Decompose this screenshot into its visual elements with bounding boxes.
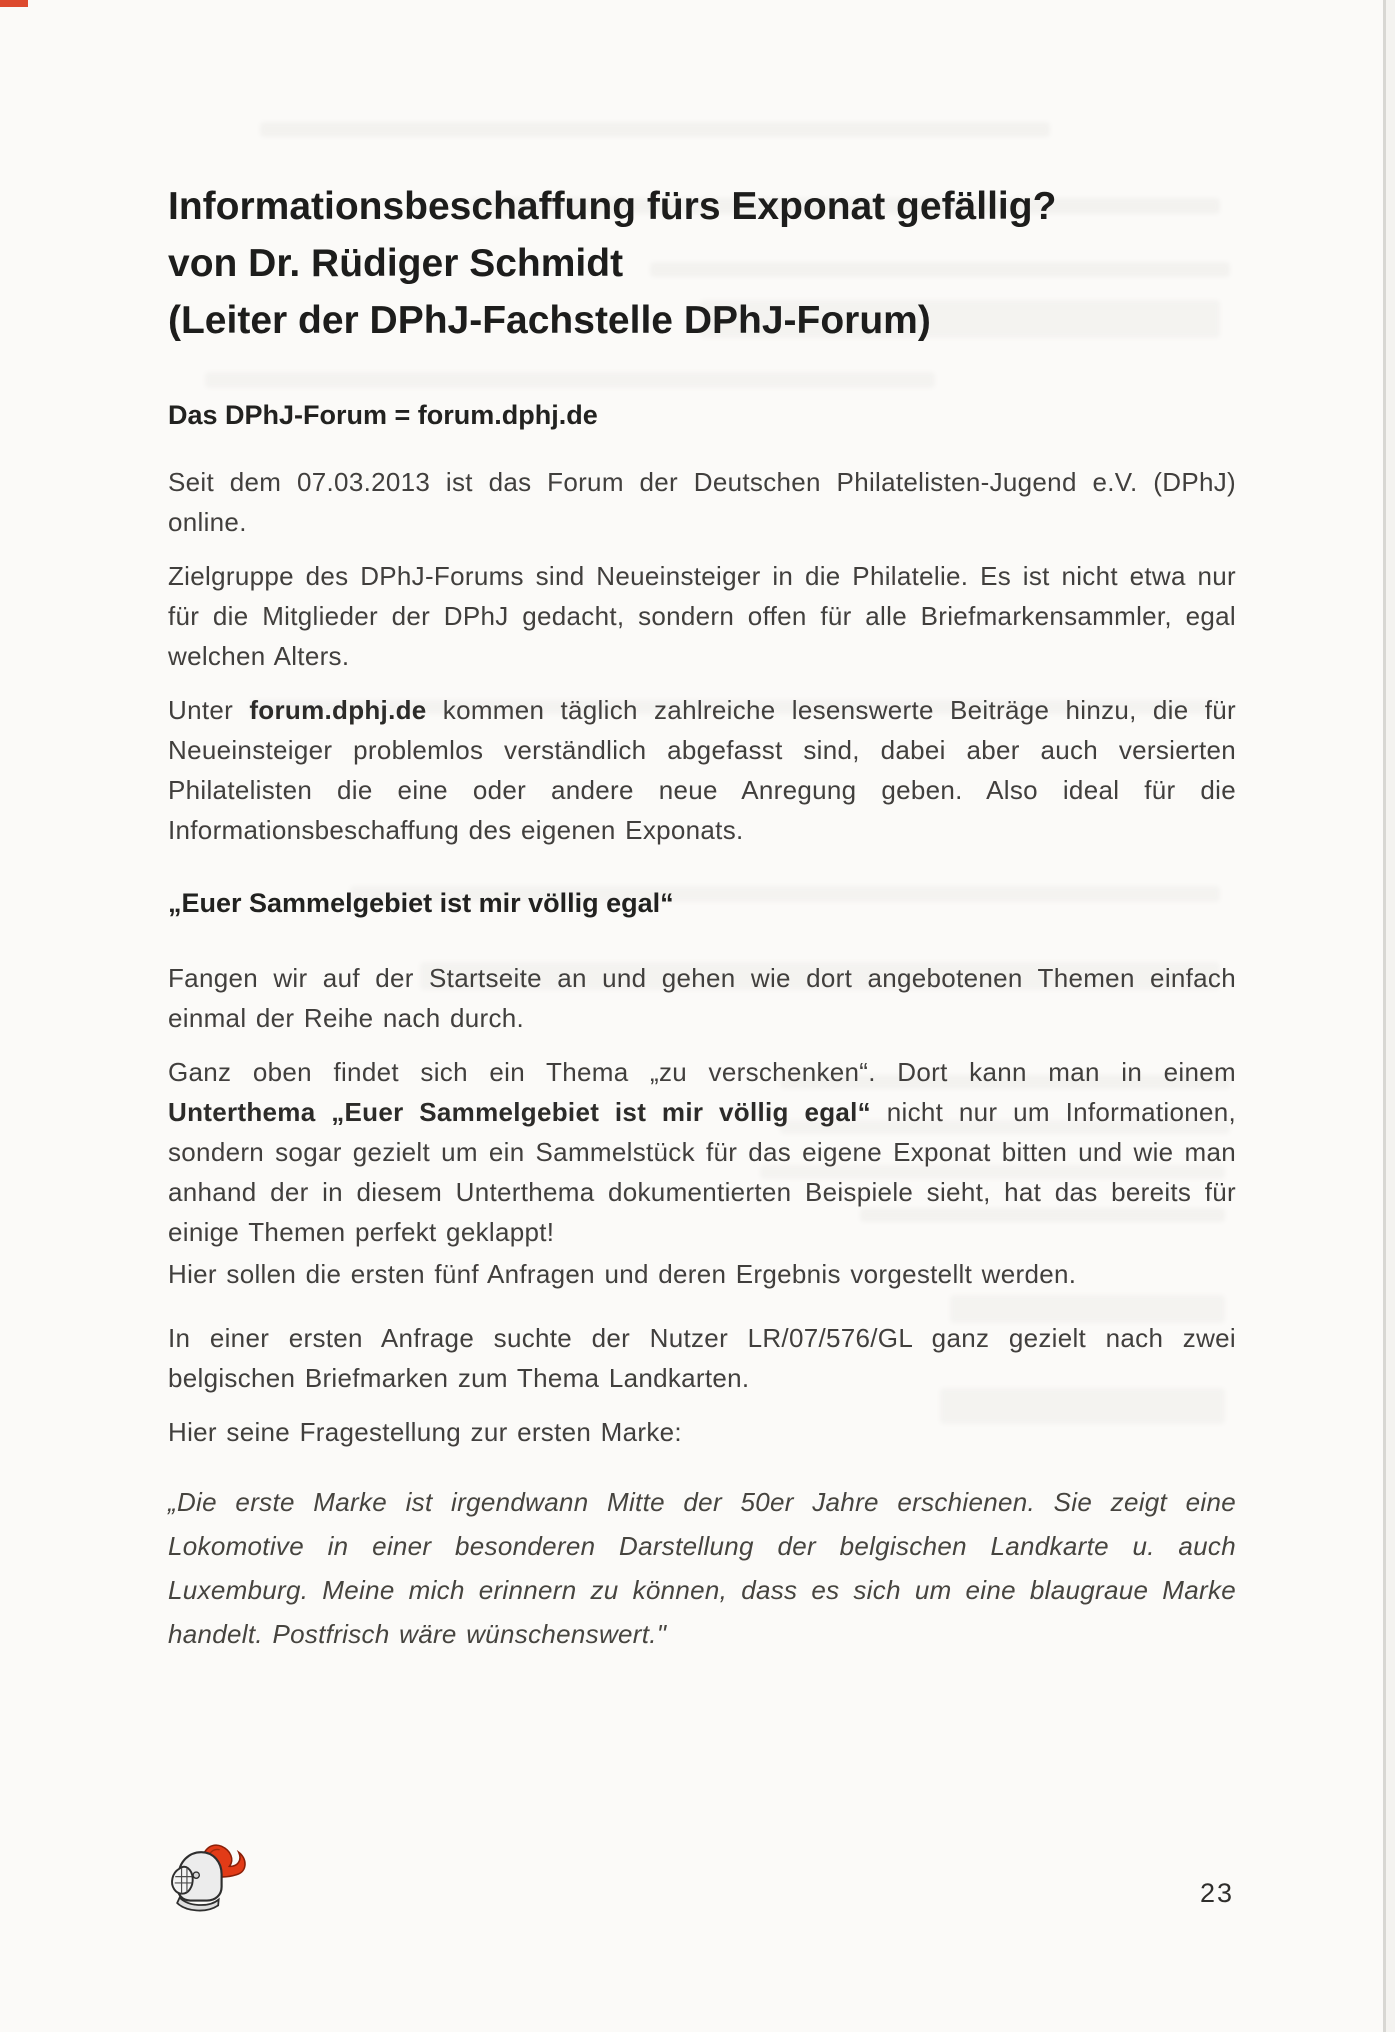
article-title [168, 178, 1236, 349]
scan-artifact-red-mark [0, 0, 28, 7]
scan-edge-strip [1385, 0, 1395, 2032]
paragraph-unter-forum [168, 690, 1236, 850]
article-title-line: (Leiter der DPhJ-Fachstelle DPhJ-Forum) [168, 299, 931, 342]
paragraph-startseite: Fangen wir auf der Startseite an und gehen wie dort angebotenen Themen einfach einmal der Reihe nach durch. [168, 963, 1236, 1033]
knight-helmet-logo-icon [156, 1840, 254, 1927]
section-subheading: Das DPhJ-Forum = forum.dphj.de [168, 400, 598, 430]
paragraph-fragestellung: Hier seine Fragestellung zur ersten Marke: [168, 1417, 682, 1447]
paragraph-text: Ganz oben findet sich ein Thema „zu verschenken“. Dort kann man in einem [168, 1057, 1236, 1087]
paragraph-text: Unter [168, 695, 250, 725]
quote-paragraph: „Die erste Marke ist irgendwann Mitte der 50er Jahre erschienen. Sie zeigt eine Lokomotive in einer besonderen Darstellung der belgischen Landkarte u. auch Luxemburg. Meine mich erinnern zu können, dass es sich um eine blaugraue Marke handelt. Postfrisch wäre wünschenswert." [168, 1487, 1236, 1649]
paragraph-text: kommen täglich zahlreiche lesenswerte Beiträge hinzu, die für Neueinsteiger problemlos verständlich abgefasst sind, dabei aber auch versierten Philatelisten die eine oder andere neue Anregung geben. Also ideal für die Informationsbeschaffung des eigenen Exponats. [168, 695, 1236, 845]
article-title-line: von Dr. Rüdiger Schmidt [168, 242, 624, 285]
section-heading-sammelgebiet: „Euer Sammelgebiet ist mir völlig egal“ [168, 888, 674, 918]
paragraph-online: Seit dem 07.03.2013 ist das Forum der Deutschen Philatelisten-Jugend e.V. (DPhJ) online. [168, 467, 1236, 537]
paragraph-thema-verschenken [168, 1052, 1236, 1252]
article-title-line: Informationsbeschaffung fürs Exponat gefällig? [168, 185, 1057, 228]
unterthema-bold: Unterthema „Euer Sammelgebiet ist mir völlig egal“ [168, 1097, 871, 1127]
paragraph-nutzer: In einer ersten Anfrage suchte der Nutzer LR/07/576/GL ganz gezielt nach zwei belgischen Briefmarken zum Thema Landkarten. [168, 1323, 1236, 1393]
paragraph-zielgruppe: Zielgruppe des DPhJ-Forums sind Neueinsteiger in die Philatelie. Es ist nicht etwa nur für die Mitglieder der DPhJ gedacht, sondern offen für alle Briefmarkensammler, egal welchen Alters. [168, 561, 1236, 671]
forum-url-bold: forum.dphj.de [249, 695, 427, 725]
paragraph-anfragen: Hier sollen die ersten fünf Anfragen und deren Ergebnis vorgestellt werden. [168, 1259, 1077, 1289]
paragraph-text: nicht nur um Informationen, sondern sogar gezielt um ein Sammelstück für das eigene Exponat bitten und wie man anhand der in diesem Unterthema dokumentierten Beispiele sieht, hat das bereits für einige Themen perfekt geklappt! [168, 1097, 1237, 1247]
showthrough-ghost [260, 122, 1050, 137]
scan-edge-line [1383, 0, 1386, 2032]
showthrough-ghost [205, 372, 935, 388]
page-number: 23 [1200, 1878, 1235, 1908]
